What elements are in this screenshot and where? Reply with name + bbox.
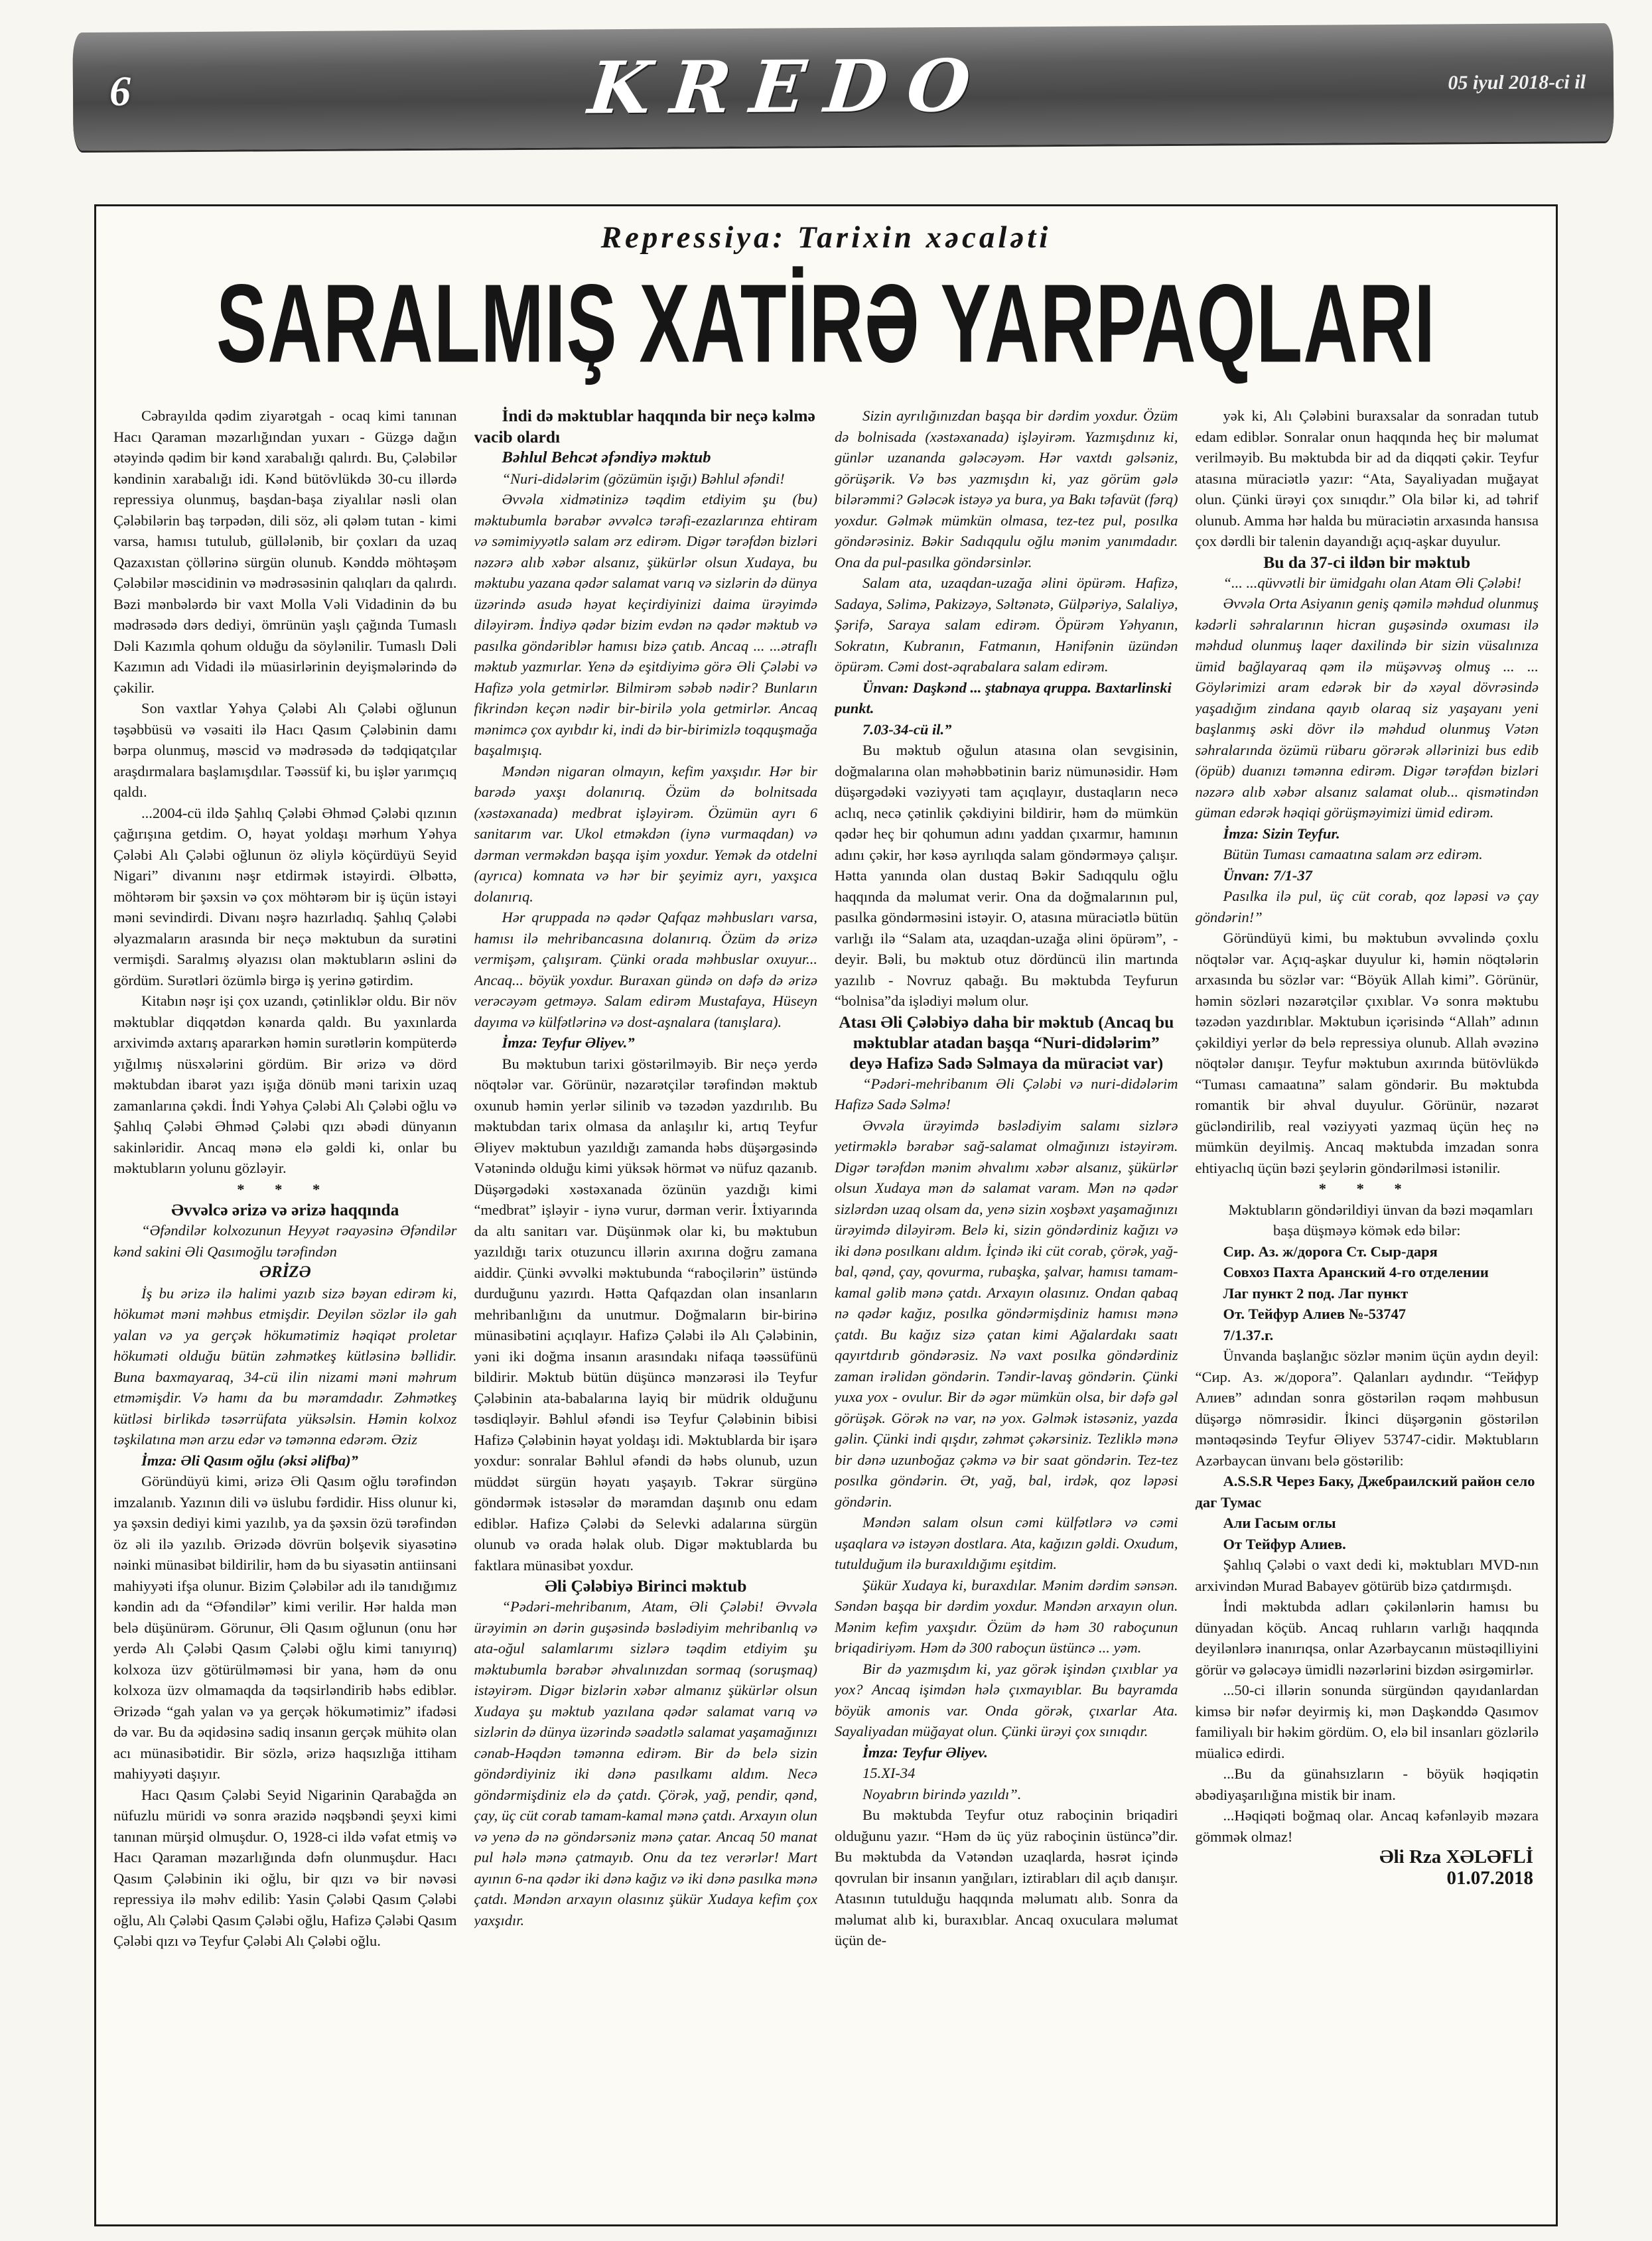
letter-paragraph: Salam ata, uzaqdan-uzağa əlini öpürəm. Hafizə, Sadaya, Səlimə, Pakizəyə, Səltənətə, Gülpəriyə, Salaliyə, Şərifə, Saraya salam edirəm. Öpürəm Yəhyanın, Sokratın, Kubranın, Fatmanın, Hənifənin üzündən öpürəm. Cəmi dost-əqrabalara salam edirəm.	[835, 575, 1178, 675]
article-paragraph: ...2004-cü ildə Şahlıq Çələbi Əhməd Çələbi qızının çağırışına getdim. O, həyat yoldaşı mərhum Yəhya Çələbi Alı Çələbi oğlunun öz əliylə köçürdüyü Seyid Nigari” divanını nəşr etdirmək istəyirdi. Əlbəttə, möhtərəm bir şəxsin və çox möhtərəm bir iş üçün istəyi məni sevindirdi. Divanı nəşrə hazırladıq. Şahlıq Çələbi əlyazmaların arasında bir neçə məktubun da surətini vermişdi. Saralmış əlyazısı olan məktubların əslini də gördüm. Surətləri özümlə birgə iş yerinə gətirdim.	[113, 804, 457, 988]
letter-signature-line: İmza: Əli Qasım oğlu (əksi əlifba)”	[141, 1452, 358, 1469]
letter-signature-line: İmza: Teyfur Əliyev.	[862, 1743, 988, 1761]
letter-paragraph: “Əfəndilər kolxozunun Heyyət rəayəsinə Əfəndilər kənd sakini Əli Qasımoğlu tərəfindən	[113, 1222, 457, 1260]
address-line: Лаг пункт 2 под. Лаг пункт	[1223, 1284, 1409, 1302]
letter-paragraph: 15.XI-34	[862, 1765, 916, 1781]
letter-paragraph: Pasılka ilə pul, üç cüt corab, qoz ləpəsi və çay göndərin!”	[1195, 888, 1539, 925]
address-line: Сир. Аз. ж/дорога Ст. Сыр-даря	[1223, 1243, 1438, 1260]
article-paragraph: yək ki, Alı Çələbini buraxsalar da sonradan tutub edam ediblər. Sonralar onun haqqında heç bir məlumat verilməyib. Bu məktubda bir ad da diqqəti çəkir. Teyfur atasına müraciətlə yazır: “Ata, Sayaliyadan muğayat olun. Çünki ürəyi çox sınıqdır.” Ola bilər ki, ad təhrif olunub. Amma hər halda bu müraciətin arxasında hansısa çox dərdli bir talenin dayandığı açıq-aşkar duyulur.	[1195, 407, 1539, 549]
article-paragraph: Göründüyü kimi, bu məktubun əvvəlində çoxlu nöqtələr var. Açıq-aşkar duyulur ki, həmin nöqtələrin arxasında bu sözlər var: “Böyük Allah kimi”. Görünür, həmin sözləri nəzarətçilər çıxıblar. Və sonra məktubu təzədən yazdırıblar. Məktubun içərisində “Allah” adının çəkildiyi yerlər də belə repressiya olunub. Allah əvəzinə nöqtələr danışır. Teyfur məktubun axırında bütövlükdə “Tuması camaatına” salam göndərir. Bu məktubda romantik bir əhval duyulur. Görünür, nəzarət gücləndirilib, real vəziyyəti yazmaq üçün heç nə mümkün deyilmiş. Ancaq məktubda imzadan sonra ehtiyaclıq üçün bəzi şeylərin göndərilməsi istənilir.	[1195, 929, 1539, 1176]
section-heading: Bu da 37-ci ildən bir məktub	[1263, 552, 1471, 572]
article-headline: SARALMIŞ XATİRƏ YARPAQLARI	[216, 261, 1436, 385]
article-paragraph: Bu məktub oğulun atasına olan sevgisinin, doğmalarına olan məhəbbətinin bariz nümunəsidir. Həm düşərgədəki vəziyyəti tam açıqlayır, dustaqların necə aclıq, necə çətinlik çəkdiyini bildirir, həm də mümkün qədər heç bir qohumun adını yaddan çıxarmır, hamının adını çəkir, hər kəsə ayrılıqda salam göndərməyə çalışır. Hətta yanında olan dustaq Bəkir Sadıqqulu oğlu haqqında da məlumat verir. Ona da doğmalarının pul, pasılka göndərməsini istəyir. O, atasına müraciətlə bütün varlığı ilə “Salam ata, uzaqdan-uzağa əlini öpürəm”, - deyir. Bəli, bu məktub otuz dördüncü ilin martında yazılıb - Novruz qabağı. Bu məktubda Teyfurun “bolnisa”da işlədiyi məlum olur.	[835, 742, 1178, 1009]
article	[94, 204, 1558, 2226]
article-paragraph: Kitabın nəşr işi çox uzandı, çətinliklər oldu. Bir növ məktublar diqqətdən kənarda qaldı. Bu yaxınlarda arxivimdə axtarış apararkən həmin surətlərin kompüterdə yığılmış nüsxələrini gördüm. Bir ərizə və dörd məktubdan ibarət yazı işığa dönüb məni tarixin uzaq zamanlarına çəkdi. İndi Yəhya Çələbi Alı Çələbi oğlu və Şahlıq Çələbi Əhməd Çələbi qızı əbədi dünyanın sakinləridir. Ancaq mənə elə gəldi ki, onlar bu məktubların yolunu gözləyir.	[113, 992, 457, 1176]
letter-paragraph: Bir də yazmışdım ki, yaz görək işindən çıxıblar ya yox? Ancaq işimdən hələ çıxmayıblar. Bu bayramda böyük amonis var. Onda görək, çıxarlar Ata. Sayaliyadan müğayat olun. Çünki ürəyi çox sınıqdır.	[835, 1660, 1178, 1739]
article-paragraph: Cəbrayılda qədim ziyarətgah - ocaq kimi tanınan Hacı Qaraman məzarlığından yuxarı - Güzgə dağın ətəyində qədim bir kənd xarabalığı qalırdı. Bu, Çələbilər kəndinin xarabalığı idi. Kənd bütövlükdə 30-cu illərdə repressiya olunmuş, başdan-başa ziyalılar nəsli olan Çələbilərin baş tərpədən, dili söz, əli qələm tutan - kimi varsa, hamısı tutulub, güllələnib, bir çoxları da uzaq Qazaxıstan çöllərinə sürgün olunub. Kənddə möhtəşəm Çələbilər məscidinin və mədrəsəsinin qalıqları da qalırdı. Bəzi mənbələrdə bir vaxt Molla Vəli Vidadinin də bu mədrəsədə dərs dediyi, ömrünün yaşlı çağında Tumaslı Dəli Kazımla qohum olduğu da söylənilir. Tumaslı Dəli Kazımın adı Vidadi ilə müasirlərinin deyişmələrində də çəkilir.	[113, 407, 457, 696]
section-heading: Əli Çələbiyə Birinci məktub	[545, 1576, 747, 1596]
article-paragraph: ...Həqiqəti boğmaq olar. Ancaq kəfənləyib məzara gömmək olmaz!	[1195, 1807, 1539, 1845]
article-paragraph: Bu məktubun tarixi göstərilməyib. Bir neçə yerdə nöqtələr var. Görünür, nəzarətçilər tərəfindən məktub oxunub həmin yerlər silinib və təzədən yazdırılıb. Bu məktubdan tarix olmasa da anlaşılır ki, artıq Teyfur Əliyev məktubun yazıldığı zamanda həbs düşərgəsində Vətənində olduğu kimi yüksək hörmət və nüfuz qazanıb. Düşərgədəki xəstəxanada özünün yazdığı kimi “medbrat” işləyir - iynə vurur, dərman verir. İxtiyarında da altı sanitarı var. Düşünmək olar ki, bu məktubun yazıldığı tarix otuzuncu illərin axırına doğru zamana aiddir. Çünki əvvəlki məktubunda “raboçilərin” üstündə durduğunu yazırdı. Hətta Qafqazdan olan insanların mehribanlığını da unutmur. Doğmaların bir-birinə münasibətini açıqlayır. Hafizə Çələbi ilə Alı Çələbinin, yəni iki doğma insanın arasındakı nifaqa təəssüfünü bildirir. Məktub bütün düşüncə mənzərəsi ilə Teyfur Çələbinin ata-babalarına layiq bir müdrik olduğunu təsdiqləyir. Bəhlul əfəndi isə Teyfur Çələbinin bibisi Hafizə Çələbinin həyat yoldaşı idi. Məktublarda bir işarə yoxdur: sonralar Bəhlul əfəndi də həbs olunub, uzun müddət sürgün həyatı yaşayıb. Təkrar sürgünə göndərmək istəsələr də məramdan daşınıb onu edam ediblər. Hafizə Çələbi də Selevki adalarına sürgün olunub və orada həlak olub. Digər məktublarda bu faktlara münasibət yoxdur.	[474, 1055, 817, 1574]
letter-paragraph: Məndən nigaran olmayın, kefim yaxşıdır. Hər bir barədə yaxşı dolanırıq. Özüm də bolnitsada (xəstəxanada) medbrat işləyirəm. Özümün ayrı 6 sanitarım var. Ukol etməkdən (iynə vurmaqdan) və dərman verməkdən başqa işim yoxdur. Yemək də otdelni (ayrıca) komnata və hər bir şeyimiz ayrı, yaxşıca dolanırıq.	[474, 762, 817, 905]
article-paragraph: Məktubların göndərildiyi ünvan da bəzi məqamları başa düşməyə kömək edə bilər:	[1228, 1201, 1533, 1239]
address-line: Совхоз Пахта Аранский 4-го отделении	[1223, 1264, 1489, 1280]
letter-paragraph: “... ...qüvvətli bir ümidgahı olan Atam Əli Çələbi!	[1223, 574, 1522, 591]
letter-paragraph: Şükür Xudaya ki, buraxdılar. Mənim dərdim sənsən. Səndən başqa bir dərdim yoxdur. Məndən arxayın olun. Mənim kefim yaxşıdır. Özüm də həm 30 raboçunun briqadiriyəm. Həm də 300 raboçun üstüncə ... yəm.	[835, 1576, 1178, 1656]
article-column-1	[113, 405, 457, 2216]
article-paragraph: ...50-ci illərin sonunda sürgündən qayıdanlardan kimsə bir nəfər deyirmiş ki, mən Daşkənddə Qasımov familiyalı bir həkim gördüm. O, elə bil insanları gözlərilə müalicə edirdi.	[1195, 1682, 1539, 1761]
article-paragraph: ...Bu da günahsızların - böyük həqiqətin əbədiyaşarılığına mistik bir inam.	[1195, 1765, 1539, 1803]
letter-paragraph: İş bu ərizə ilə halimi yazıb sizə bəyan edirəm ki, hökumət məni məhbus etmişdir. Deyilən sözlər ilə gah yalan və ya gerçək hökumətimiz həqiqət proletar hökuməti olduğu bütün zəhmətkeş kütləsinə bəllidir. Buna baxmayaraq, 34-cü ilin nizami məni məhrum etməmişdir. Və hamı da bu məramdadır. Zəhmətkeş kütləsi birlikdə təsərrüfata yüksəlsin. Həmin kolxoz təşkilatına mən arzu edər və təmənna edərəm. Əziz	[113, 1284, 457, 1448]
article-column-2	[474, 405, 818, 2216]
article-paragraph: Bu məktubda Teyfur otuz raboçinin briqadiri olduğunu yazır. “Həm də üç yüz raboçinin üstüncə”dir. Bu məktubda da Vətəndən uzaqlarda, həsrət içində qovrulan bir insanın yanğıları, iztirabları dil açıb danışır. Atasının tutulduğu haqqında məlumatı alıb. Sonra da məlumat alıb ki, buraxıblar. Ancaq oxuculara məlumat üçün de-	[835, 1806, 1178, 1948]
address-line: 7/1.37.г.	[1223, 1326, 1274, 1343]
letter-paragraph: Bütün Tuması camaatına salam ərz edirəm.	[1223, 846, 1483, 862]
author-byline: Əli Rza XƏLƏFLİ	[1379, 1846, 1533, 1867]
letter-paragraph: “Pədəri-mehribanım, Atam, Əli Çələbi! Əvvəla ürəyimin ən dərin guşəsində bəslədiyim mehribanlıq və ata-oğul salamlarımı sizlərə təqdim etdiyim şu məktubumla bərabər əhvalınızdan sormaq (soruşmaq) istəyirəm. Digər bizlərin xəbər almanız şükürlər olsun Xudaya şu məktub yazılana qədər salamat varıq və sizlərin də dünya üzərində səadətlə salamat yaşamağınızı cənab-Həqdən təmənna edirəm. Bir də belə sizin göndərdiyiniz iki dənə pasılkamı aldım. Necə göndərmişdiniz elə də çatdı. Çörək, yağ, pendir, qənd, çay, üç cüt corab tamam-kamal mənə çatdı. Arxayın olun və yenə də nə göndərsəniz mənə çatar. Ancaq 50 manat pul hələ mənə çatmayıb. Onu da tez verərlər! Mart ayının 6-na qədər iki dənə kağız və iki dənə pasılka mənə çatdı. Məndən arxayın olasınız şükür Xudaya kefim çox yaxşıdır.	[474, 1598, 817, 1929]
address-line: Али Гасым оглы	[1223, 1515, 1336, 1531]
letter-signature-line: Ünvan: Daşkənd ... ştabnaya qruppa. Baxtarlinski punkt.	[835, 679, 1172, 716]
section-separator: * * *	[1318, 1180, 1415, 1197]
address-line: От. Тейфур Алиев №-53747	[1223, 1306, 1407, 1322]
address-line: От Тейфур Алиев.	[1223, 1535, 1346, 1552]
article-paragraph: Şahlıq Çələbi o vaxt dedi ki, məktubları MVD-nın arxivindən Murad Babayev götürüb bizə çatdırmışdı.	[1195, 1556, 1539, 1594]
section-heading: Bəhlul Behcət əfəndiyə məktub	[502, 448, 711, 466]
page-number: 6	[109, 67, 131, 115]
letter-signature-line: Ünvan: 7/1-37	[1223, 866, 1312, 884]
section-heading: İndi də məktublar haqqında bir neçə kəlmə vacib olardı	[474, 406, 815, 446]
section-heading: ƏRİZƏ	[259, 1263, 311, 1281]
article-columns	[113, 405, 1539, 2216]
section-heading: Atası Əli Çələbiyə daha bir məktub (Ancaq bu məktublar atadan başqa “Nuri-didələrim” deyə Hafizə Sadə Səlmaya da müraciət var)	[839, 1012, 1174, 1073]
letter-paragraph: Məndən salam olsun cəmi külfətlərə və cəmi uşaqlara və istəyən dostlara. Ata, kağızın gəldi. Oxudum, tutulduğum ilə buraxıldığımı eşitdim.	[835, 1514, 1178, 1572]
letter-paragraph: Noyabrın birində yazıldı”.	[862, 1785, 1022, 1802]
letter-paragraph: Əvvəla ürəyimdə bəslədiyim salamı sizlərə yetirməklə bərabər sağ-salamat olmağınızı istəyirəm. Digər tərəfdən mənim əhvalımı xəbər alsanız, şükürlər olsun Xudaya mən də salamat varam. Mən nə qədər sizlərdən uzaq olsam da, yenə sizin xoşbəxt yaşamağınızı ürəyimdə diləyirəm. Belə ki, sizin göndərdiniz kağızı və iki dənə posılkanı aldım. İçində iki cüt corab, çörək, yağ-bal, qənd, çay, qovurma, rubaşka, şalvar, hamısı tamam-kamal gəlib mənə çatdı. Arxayın olasınız. Ondan qabaq nə qədər kağız, posılka göndərmişdiniz hamısı mənə çatdı. Bu kağız sizə çatan kimi Ağalardakı saatı qayırtdırıb göndərəsiz. Nə vaxt posılka göndərdiniz zaman irəlidən göndərin. Təndir-lavaş göndərin. Çünki yuxa yox - ovulur. Bir də əgər mümkün olsa, bir dəfə gəl görüşək. Görək nə var, nə yox. Gəlmək istəsəniz, yazda gəlin. Çünki indi qışdır, zəhmət çəkərsiniz. Tezliklə mənə bir dənə uzunboğaz çəkmə və bir saat göndərin. Tez-tez posılka göndərin. Ət, yağ, bal, irdək, qoz ləpəsi göndərin.	[835, 1117, 1178, 1510]
letter-signature-line: 7.03-34-cü il.”	[862, 720, 952, 738]
section-separator: * * *	[237, 1180, 334, 1197]
article-paragraph: Son vaxtlar Yəhya Çələbi Alı Çələbi oğlunun təşəbbüsü və vəsaiti ilə Hacı Qasım Çələbinin damı bərpa olunmuş, məscid və mədrəsədə də tədqiqatçılar araşdırmalara başlamışdılar. Təəssüf ki, bu işlər yarımçıq qaldı.	[113, 700, 457, 800]
letter-paragraph: “Nuri-didələrim (gözümün işığı) Bəhlul əfəndi!	[502, 470, 785, 487]
letter-paragraph: Sizin ayrılığınızdan başqa bir dərdim yoxdur. Özüm də bolnisada (xəstəxanada) işləyirəm. Yazmışdınız ki, günlər uzananda gələcəyəm. Hər vaxtdı gəlsəniz, görüşərik. Və bəs yazmışdın ki, yaz görüm gələ bilərəmmi? Gələcək istəyə ya bura, ya Bakı təfavüt (fərq) yoxdur. Gəlmək mümkün olmasa, tez-tez pul, posılka göndərəsiniz. Bəkir Sadıqqulu oğlu mənim yanımdadır. Ona da pul-pasılka göndərsinlər.	[835, 407, 1178, 571]
letter-paragraph: Hər qruppada nə qədər Qafqaz məhbusları varsa, hamısı ilə mehribancasına dolanırıq. Özüm də ərizə vermişəm, çalışıram. Çünki orada məhbuslar oxuyur... Ancaq... böyük yoxdur. Buraxan gündə on dəfə də ərizə verəcəyəm getməyə. Salam edirəm Mustafaya, Hüseyn dayıma və külfətlərinə və dost-aşnalara (tanışlara).	[474, 909, 817, 1030]
byline-date: 01.07.2018	[1446, 1867, 1533, 1889]
issue-date: 05 iyul 2018-ci il	[1448, 71, 1586, 94]
newspaper-title: KREDO	[585, 44, 994, 131]
letter-signature-line: İmza: Sizin Teyfur.	[1223, 825, 1340, 842]
address-line: A.S.S.R Через Баку, Джебраилский район село даг Тумас	[1195, 1473, 1535, 1511]
headline-wrap	[113, 258, 1539, 388]
section-heading: Əvvəlcə ərizə və ərizə haqqında	[171, 1200, 399, 1219]
letter-paragraph: Əvvəla xidmətinizə təqdim etdiyim şu (bu) məktubumla bərabər əvvəlcə tərəfi-ezazlarınza ehtiram və səmimiyyətlə salam ərz edirəm. Digər tərəfdən bizləri nəzərə alıb xəbər alsanız, şükürlər olsun Xudaya, bu məktubu yazana qədər salamat varıq və sizlərin də dünya üzərində asudə həyat keçirdiyinizi daima ürəyimdə diləyirəm. İndiyə qədər bizim evdən nə qədər məktub və pasılka göndəriblər hamısı bizə çatıb. Ancaq ... ...ətraflı məktub yazmırlar. Yenə də eşitdiyimə görə Əli Çələbi və Hafizə yola getmirlər. Bilmirəm səbəb nədir? Bunların fikrindən keçən nədir bir-birilə yola getmirlər. Ancaq mənimcə çox ayıbdır ki, indi də bir-birimizlə toqquşmağa başalmışıq.	[474, 491, 817, 758]
article-kicker: Repressiya: Tarixin xəcaləti	[600, 220, 1052, 255]
letter-signature-line: İmza: Teyfur Əliyev.”	[502, 1034, 635, 1051]
article-paragraph: Ünvanda başlanğıc sözlər mənim üçün aydın deyil: “Сир. Аз. ж/дорога”. Qalanları aydındır. “Тейфур Алиев” adından sonra göstərilən rəqəm məhbusun düşərgə nömrəsidir. İkinci düşərgənin göstərilən məntəqəsində Teyfur Əliyev 53747-cidir. Məktubların Azərbaycan ünvanı belə göstərilib:	[1195, 1347, 1539, 1469]
letter-paragraph: Əvvəla Orta Asiyanın geniş qəmilə məhdud olunmuş kədərli səhralarının hicran guşəsində oxuması ilə məhdud olunmuş laqer daxilində bir sizin vüsalınıza ümid bağlayaraq qəm ilə müşəvvəş olmuş ... ... Göylərimizi aram edərək bir də xəyal dövrəsində yaşadığım zindana qayıb olaraq siz yaşayanı yeni başlanmış əski dövr ilə məhdud olunmuş Vətən səhralarında özümü rübaru görərək əllərinizi bus edib (öpüb) duanızı təmənna edirəm. Digər tərəfdən bizləri nəzərə alıb xəbər alsanız salamat olub... qismətindən güman edərək həqiqi görüşməyimizi ümid edirəm.	[1195, 595, 1539, 821]
masthead	[72, 23, 1614, 151]
article-column-3	[835, 405, 1178, 2216]
letter-paragraph: “Pədəri-mehribanım Əli Çələbi və nuri-didələrim Hafizə Sadə Səlmə!	[835, 1075, 1178, 1113]
article-paragraph: İndi məktubda adları çəkilənlərin hamısı bu dünyadan köçüb. Ancaq ruhların varlığı haqqında deyilənlərə inanırıqsa, onlar Azərbaycanın müstəqilliyini görür və gələcəyə ümidli nəzərlərini bizdən əsirgəmirlər.	[1195, 1598, 1539, 1678]
article-paragraph: Hacı Qasım Çələbi Seyid Nigarinin Qarabağda ən nüfuzlu müridi və sonra ərazidə nəqşbəndi şeyxi kimi tanınan mürşid olmuşdur. O, 1928-ci ildə vəfat etmiş və Hacı Qaraman məzarlığında dəfn olunmuşdur. Hacı Qasım Çələbinin iki oğlu, bir qızı və bir nəvəsi repressiya ilə məhv edilib: Yasin Çələbi Qasım Çələbi oğlu, Alı Çələbi Qasım Çələbi oğlu, Hafizə Çələbi Qasım Çələbi qızı və Teyfur Çələbi Alı Çələbi oğlu.	[113, 1786, 457, 1949]
article-paragraph: Göründüyü kimi, ərizə Əli Qasım oğlu tərəfindən imzalanıb. Yazının dili və üslubu fərdidir. Hiss olunur ki, ya şəxsin dediyi kimi yazılıb, ya da şəxsin özü tərəfindən öz əli ilə yazılıb. Ərizədə dövrün bolşevik siyasətinə nəinki münasibət bildirilir, həm də bu siyasətin antiinsani mahiyyəti ifşa olunur. Bizim Çələbilər adı ilə tanıdığımız kəndin adı da “Əfəndilər” kimi verilir. Hər halda mən belə düşünürəm. Görunur, Əli Qasım oğlunun (onu hər yerdə Alı Çələbi Qasım Çələbi oğlu kimi tanıyırıq) kolxoza üzv götürülməməsi bir yana, həm də onu kolxoza üzv olmamaqda da təqsirləndirib həbs ediblər. Ərizədə “gah yalan və ya gerçək hökumətimiz” ifadəsi də var. Bu da əqidəsinə sadiq insanın gerçək mühitə olan acı münasibətidir. Bir sözlə, ərizə haqsızlığa ittiham mahiyyəti daşıyır.	[113, 1473, 457, 1782]
article-column-4	[1196, 405, 1539, 2216]
